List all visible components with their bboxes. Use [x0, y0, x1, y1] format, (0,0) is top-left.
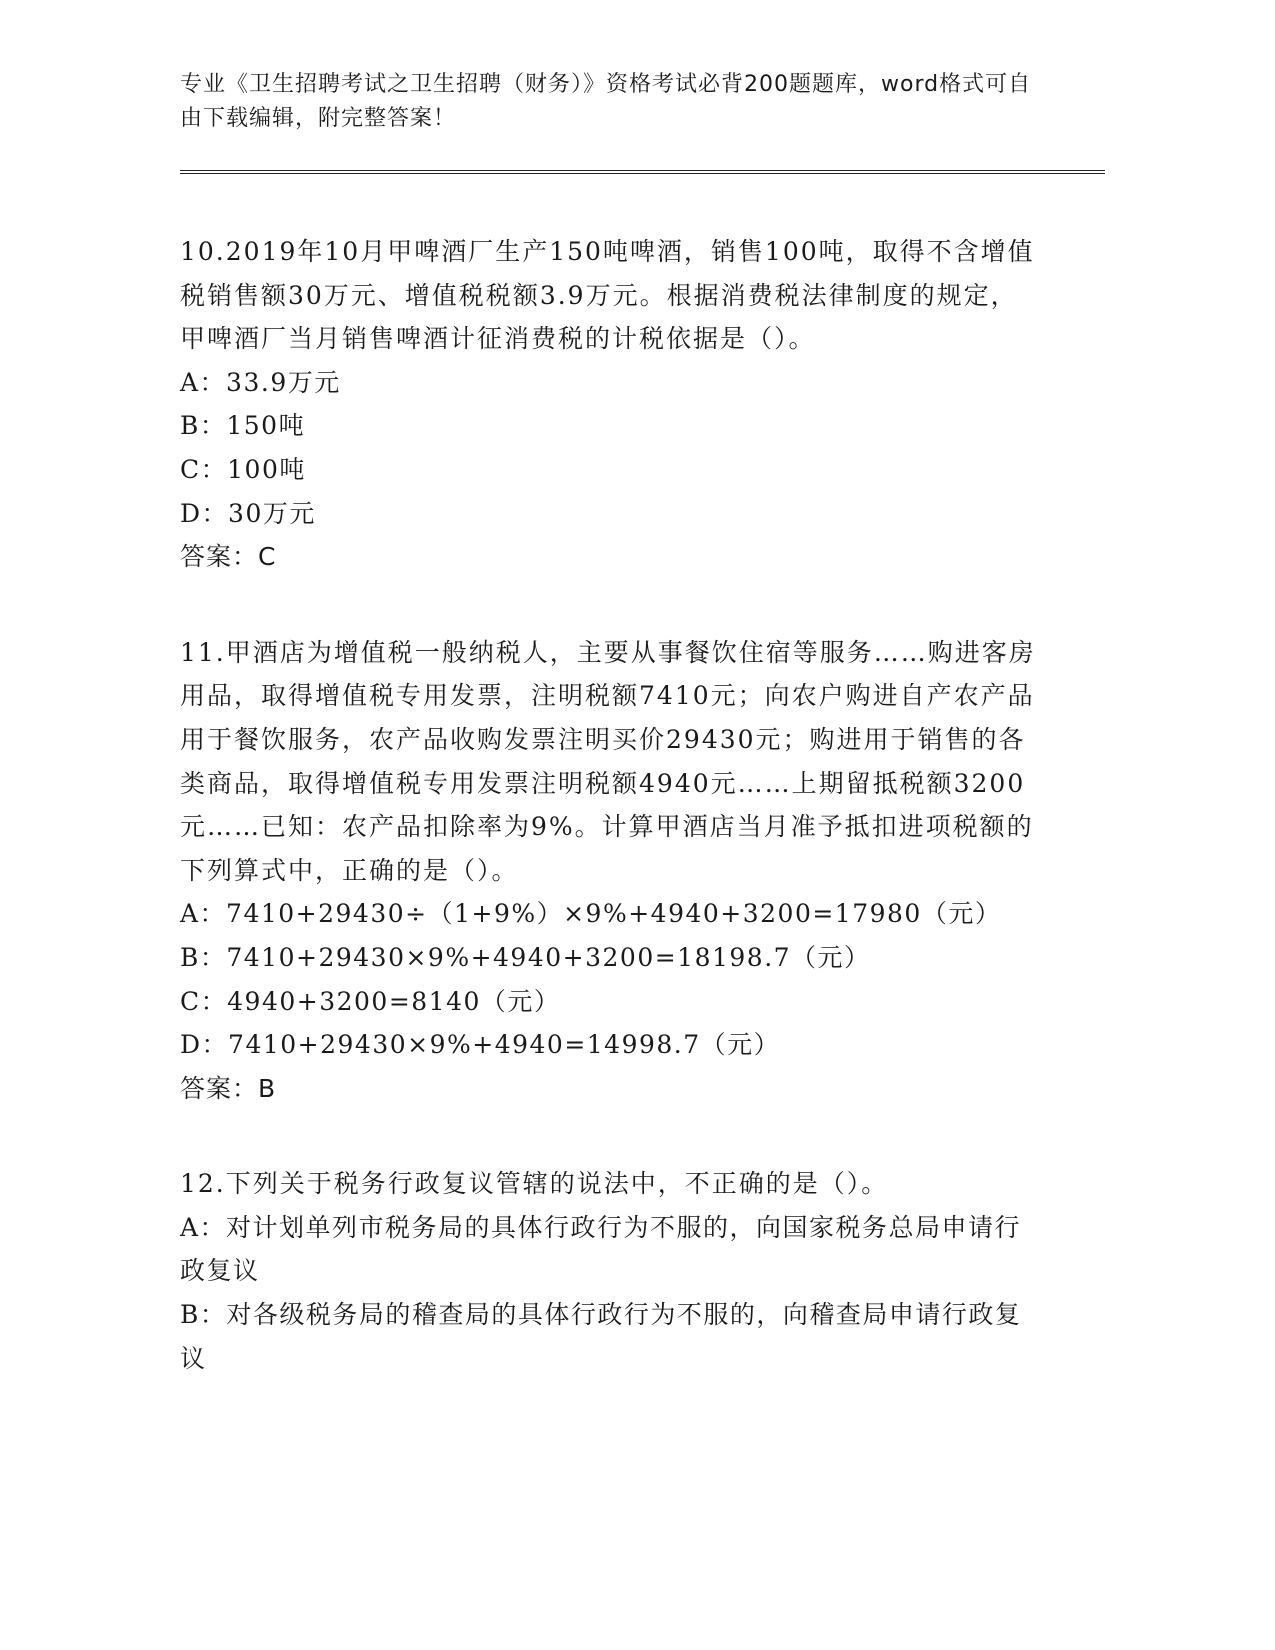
option-c: C：4940+3200=8140（元）	[180, 986, 561, 1016]
option-d: D：30万元	[180, 498, 316, 528]
option-b: B：7410+29430×9%+4940+3200=18198.7（元）	[180, 942, 871, 972]
option-b: B：对各级税务局的稽查局的具体行政行为不服的，向稽查局申请行政复议	[180, 1300, 1022, 1373]
option-a: A：7410+29430÷（1+9%）×9%+4940+3200=17980（元）	[180, 899, 1002, 929]
question-stem: 11.甲酒店为增值税一般纳税人，主要从事餐饮住宿等服务……购进客房用品，取得增值税专用发票，注明税额7410元；向农户购进自产农产品用于餐饮服务，农产品收购发票注明买价29430元；购进用于销售的各类商品，取得增值税专用发票注明税额4940元……上期留抵税额3200元……已知：农产品扣除率为9%。计算甲酒店当月准予抵扣进项税额的下列算式中，正确的是（）。	[180, 637, 1036, 885]
answer-line: 答案：B	[180, 1073, 277, 1103]
document-page	[180, 68, 1100, 1380]
document-header: 专业《卫生招聘考试之卫生招聘（财务）》资格考试必背200题题库，word格式可自由下载编辑，附完整答案！	[180, 72, 1032, 131]
option-c: C：100吨	[180, 454, 306, 484]
option-b: B：150吨	[180, 411, 306, 441]
question-11	[180, 631, 1100, 1111]
header-divider	[180, 170, 1105, 174]
option-a: A：33.9万元	[180, 367, 341, 397]
option-a: A：对计划单列市税务局的具体行政行为不服的，向国家税务总局申请行政复议	[180, 1212, 1022, 1286]
question-10	[180, 230, 1100, 579]
question-stem: 10.2019年10月甲啤酒厂生产150吨啤酒，销售100吨，取得不含增值税销售额30万元、增值税税额3.9万元。根据消费税法律制度的规定，甲啤酒厂当月销售啤酒计征消费税的计税依据是（）。	[180, 237, 1035, 354]
option-d: D：7410+29430×9%+4940=14998.7（元）	[180, 1030, 781, 1060]
answer-line: 答案：C	[180, 542, 277, 572]
question-stem: 12.下列关于税务行政复议管辖的说法中，不正确的是（）。	[180, 1169, 889, 1199]
question-12	[180, 1162, 1100, 1380]
